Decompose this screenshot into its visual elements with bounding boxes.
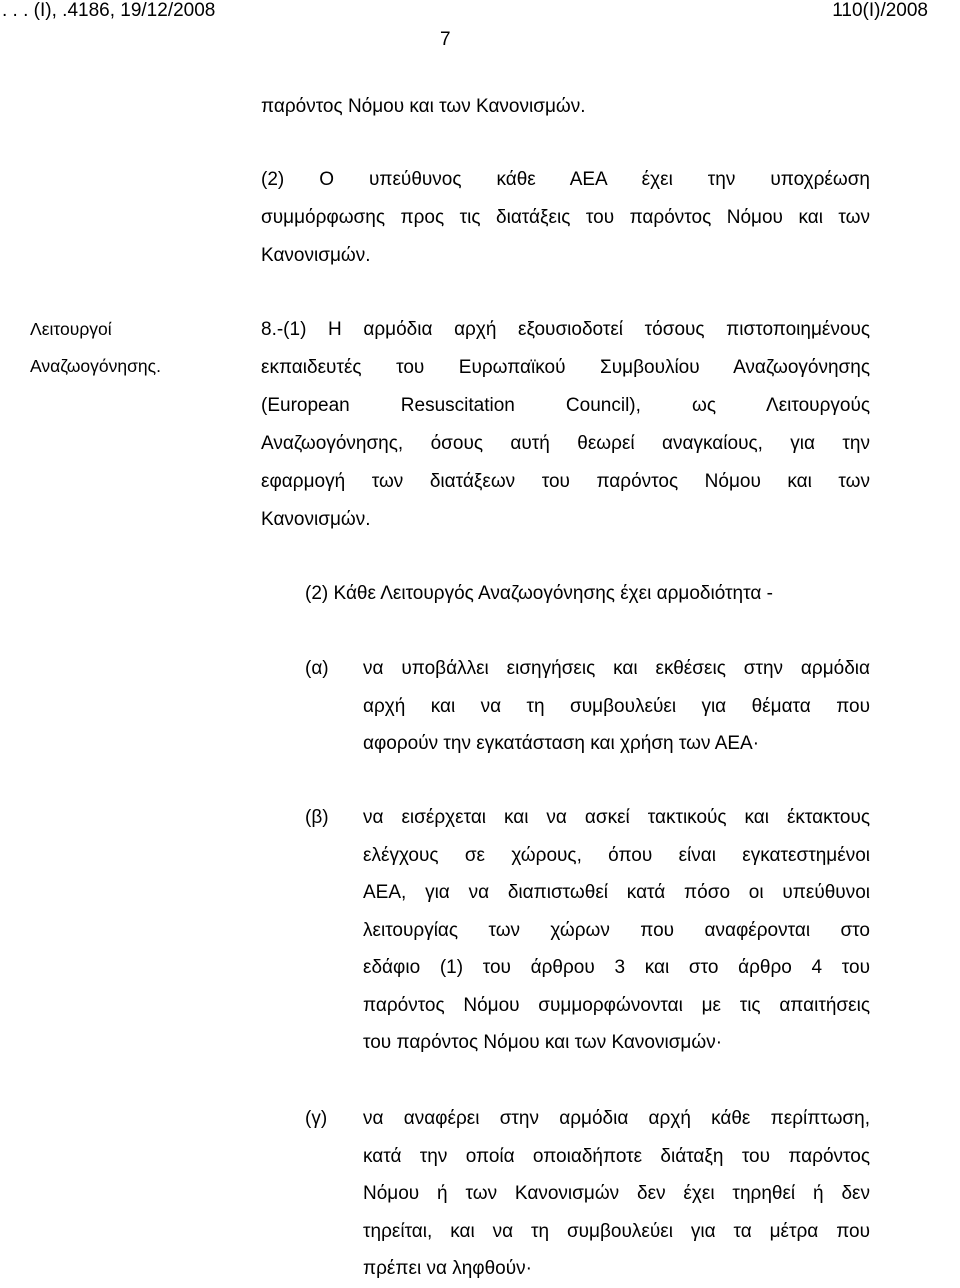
side-note-line: Αναζωογόνησης. [30, 356, 161, 376]
text-line: παρόντος Νόμου και των Κανονισμών. [261, 96, 586, 117]
continuation-text [261, 88, 870, 126]
page-number: 7 [440, 29, 451, 50]
text-line: συμμόρφωσης προς τις διατάξεις του παρόντος Νόμου και των [261, 207, 870, 228]
text-line: Αναζωογόνησης, όσους αυτή θεωρεί αναγκαίους, για την [261, 433, 870, 454]
text-line: (2) Ο υπεύθυνος κάθε ΑΕΑ έχει την υποχρέωση [261, 169, 870, 190]
text-line: εκπαιδευτές του Ευρωπαϊκού Συμβουλίου Αναζωογόνησης [261, 357, 870, 378]
side-note-line: Λειτουργοί [30, 319, 112, 339]
text-line: να αναφέρει στην αρμόδια αρχή κάθε περίπτωση, [363, 1108, 870, 1129]
text-line: παρόντος Νόμου συμμορφώνονται με τις απαιτήσεις [363, 994, 870, 1016]
section-8-paragraph-1 [261, 311, 870, 539]
text-line: εφαρμογή των διατάξεων του παρόντος Νόμου και των [261, 471, 870, 492]
text-line: Κανονισμών. [261, 245, 371, 266]
text-line: ΑΕΑ, για να διαπιστωθεί κατά πόσο οι υπεύθυνοι [363, 882, 870, 903]
item-gamma-text [363, 1100, 870, 1288]
text-line: (European Resuscitation Council), ως Λειτουργούς [261, 395, 870, 416]
text-line: πρέπει να ληφθούν· [363, 1258, 532, 1279]
text-line: ελέγχους σε χώρους, όπου είναι εγκατεστημένοι [363, 844, 870, 866]
text-line: τηρείται, και να τη συμβουλεύει για τα μέτρα που [363, 1220, 870, 1242]
text-line: εδάφιο (1) του άρθρου 3 και στο άρθρο 4 του [363, 957, 870, 978]
text-line: Κανονισμών. [261, 509, 371, 530]
item-alpha-text [363, 650, 870, 763]
item-label-alpha: (α) [305, 658, 329, 679]
item-beta-text [363, 799, 870, 1062]
text-line: 8.-(1) Η αρμόδια αρχή εξουσιοδοτεί τόσους πιστοποιημένους [261, 319, 870, 340]
text-line: κατά την οποία οποιαδήποτε διάταξη του παρόντος [363, 1145, 870, 1167]
text-line: αρχή και να τη συμβουλεύει για θέματα που [363, 695, 870, 717]
text-line: να εισέρχεται και να ασκεί τακτικούς και έκτακτους [363, 807, 870, 828]
text-line: Νόμου ή των Κανονισμών δεν έχει τηρηθεί ή δεν [363, 1183, 870, 1204]
item-label-gamma: (γ) [305, 1108, 328, 1129]
side-note [30, 311, 161, 385]
text-line: αφορούν την εγκατάσταση και χρήση των ΑΕΑ· [363, 733, 760, 754]
text-line: λειτουργίας των χώρων που αναφέρονται στο [363, 919, 870, 941]
law-number: 110(Ι)/2008 [832, 0, 928, 21]
paragraph-2-previous [261, 161, 870, 275]
item-label-beta: (β) [305, 807, 329, 828]
text-line: να υποβάλλει εισηγήσεις και εκθέσεις στην αρμόδια [363, 658, 870, 679]
gazette-reference: . . . (Ι), .4186, 19/12/2008 [2, 0, 216, 21]
section-8-paragraph-2: (2) Κάθε Λειτουργός Αναζωογόνησης έχει αρμοδιότητα - [305, 583, 773, 604]
text-line: του παρόντος Νόμου και των Κανονισμών· [363, 1032, 723, 1053]
